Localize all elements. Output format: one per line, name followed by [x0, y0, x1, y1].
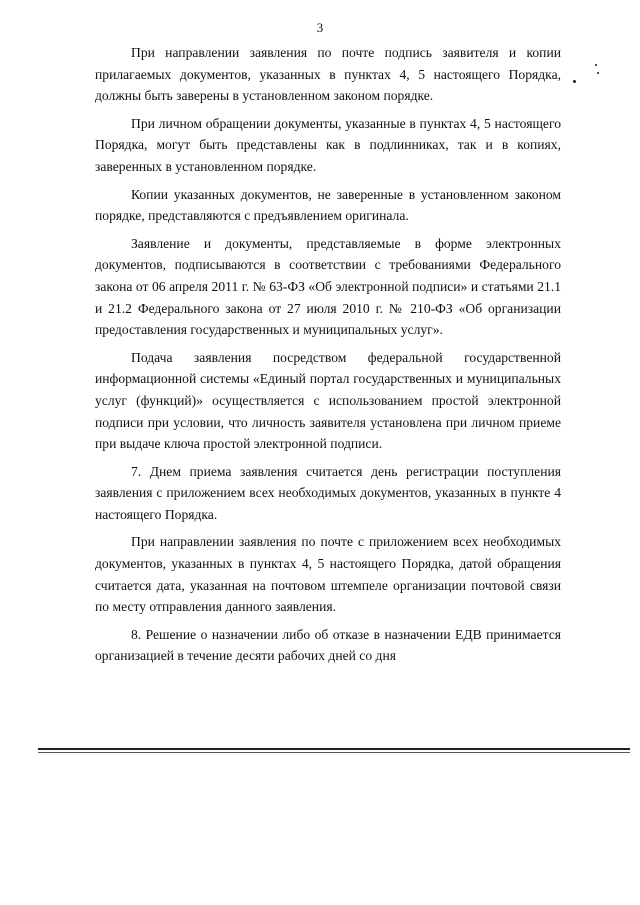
page-number: 3 — [316, 20, 324, 35]
scan-speck — [597, 72, 599, 74]
paragraph: При направлении заявления по почте подпись заявителя и копии прилагаемых документов, указанных в пунктах 4, 5 настоящего Порядка, должны быть заверены в установленном законом порядке. — [95, 45, 561, 104]
paragraph: При личном обращении документы, указанные в пунктах 4, 5 настоящего Порядка, могут быть представлены как в подлинниках, так и в копиях, заверенных в установленном порядке. — [95, 115, 561, 174]
paragraph: 7. Днем приема заявления считается день регистрации поступления заявления с приложением всех необходимых документов, указанных в пункте 4 настоящего Порядка. — [95, 463, 561, 522]
paragraph: Подача заявления посредством федеральной государственной информационной системы «Единый портал государственных и муниципальных услуг (функций)» осуществляется с использованием простой электронной подписи при условии, что личность заявителя установлена при личном приеме при выдаче ключа простой электронной подписи. — [95, 349, 561, 452]
scan-speck — [573, 80, 576, 83]
document-body — [95, 42, 561, 673]
paragraph: При направлении заявления по почте с приложением всех необходимых документов, указанных в пунктах 4, 5 настоящего Порядка, датой обращения считается дата, указанная на почтовом штемпеле организации почтовой связи по месту отправления данного заявления. — [95, 534, 561, 615]
scan-speck — [595, 64, 597, 66]
paragraph: 8. Решение о назначении либо об отказе в назначении ЕДВ принимается организацией в течение десяти рабочих дней со дня — [95, 626, 561, 664]
paragraph: Заявление и документы, представляемые в форме электронных документов, подписываются в соответствии с требованиями Федерального закона от 06 апреля 2011 г. № 63-ФЗ «Об электронной подписи» и статьями 21.1 и 21.2 Федерального закона от 27 июля 2010 г. № 210-ФЗ «Об организации предоставления государственных и муниципальных услуг». — [95, 235, 561, 338]
paragraph: Копии указанных документов, не заверенные в установленном законом порядке, представляются с предъявлением оригинала. — [95, 186, 561, 224]
bottom-rule — [38, 748, 630, 750]
bottom-rule-shadow — [38, 752, 630, 753]
